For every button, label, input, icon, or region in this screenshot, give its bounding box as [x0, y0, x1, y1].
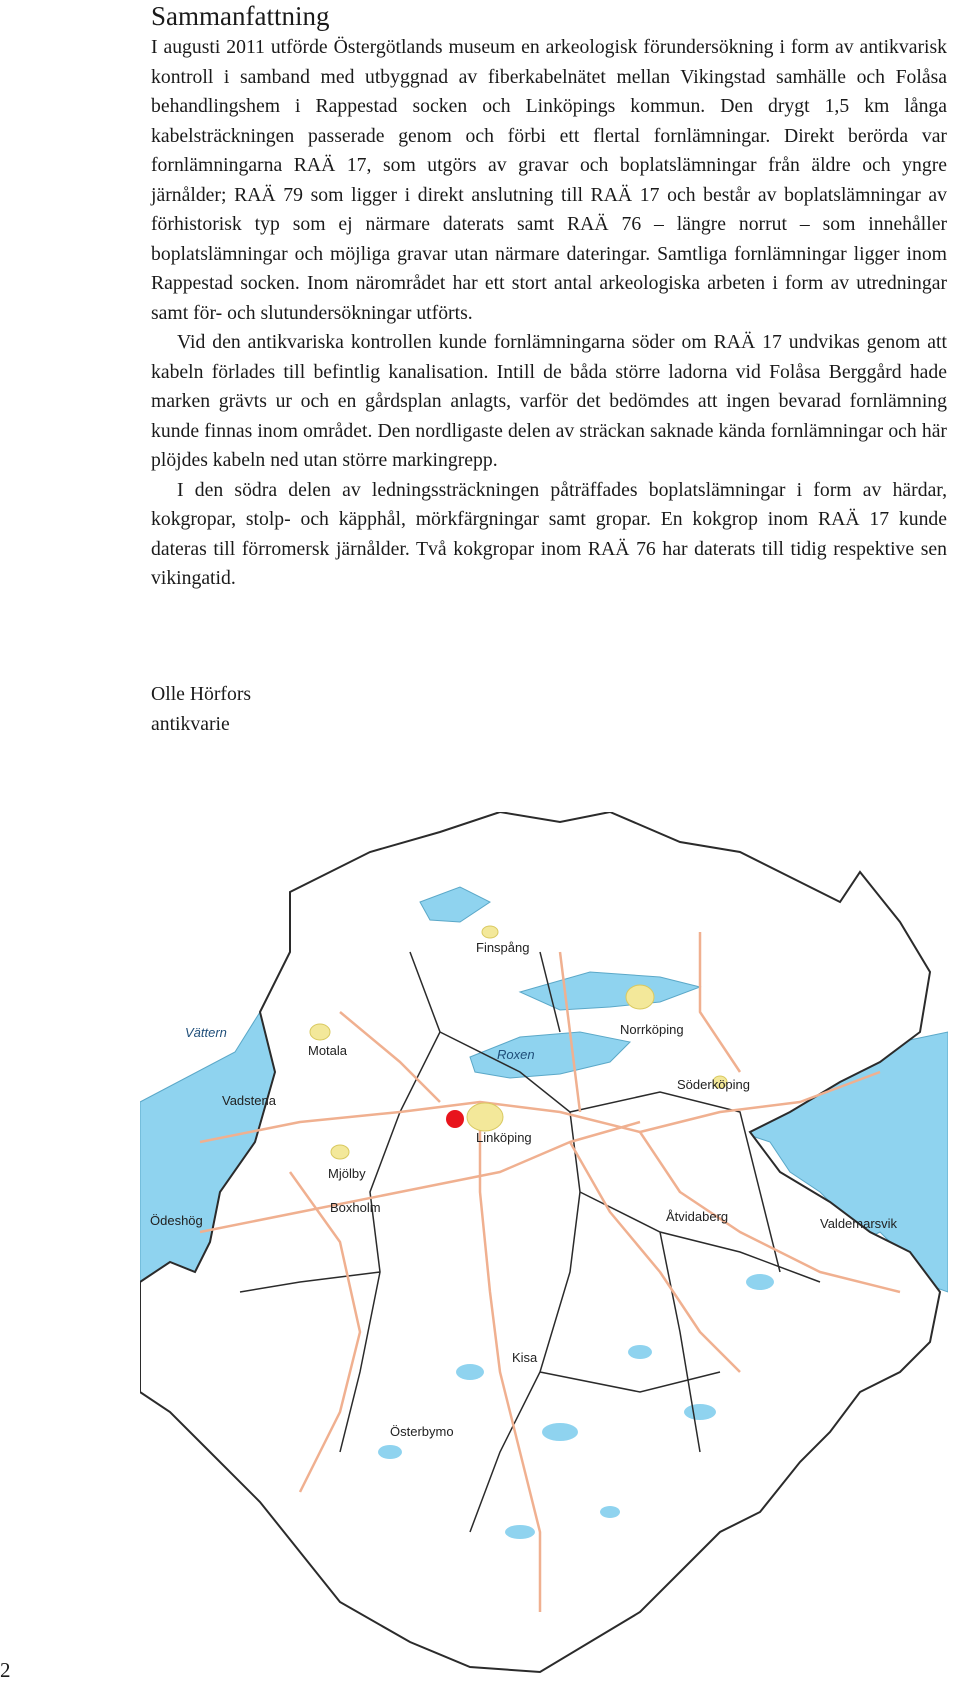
label-valdemarsvik: Valdemarsvik [820, 1216, 898, 1231]
label-norrkoping: Norrköping [620, 1022, 684, 1037]
site-marker [446, 1110, 464, 1128]
urban-mjolby [331, 1145, 349, 1159]
signature-role: antikvarie [151, 713, 230, 735]
label-kisa: Kisa [512, 1350, 538, 1365]
lake-south-8 [600, 1506, 620, 1518]
page-title: Sammanfattning [151, 1, 330, 31]
urban-motala [310, 1024, 330, 1040]
label-motala: Motala [308, 1043, 348, 1058]
label-soderkoping: Söderköping [677, 1077, 750, 1092]
urban-linkoping [467, 1103, 503, 1131]
lake-south-5 [378, 1445, 402, 1459]
lake-south-7 [505, 1525, 535, 1539]
lake-south-4 [684, 1404, 716, 1420]
summary-paragraph-1: I augusti 2011 utförde Östergötlands museum en arkeologisk förundersökning i form av antikvarisk kontroll i samband med utbyggnad av fiberkabelnätet mellan Vikingstad samhälle och Folåsa behandlingshem i Rappestad socken och Linköpings kommun. Den drygt 1,5 km långa kabelsträckningen passerade genom och förbi ett flertal fornlämningar. Direkt berörda var fornlämningarna RAÄ 17, som utgörs av gravar och boplatslämningar från äldre och yngre järnålder; RAÄ 79 som ligger i direkt anslutning till RAÄ 17 och består av boplatslämningar av förhistorisk typ som ej närmare daterats samt RAÄ 76 – längre norrut – som innehåller boplatslämningar och möjliga gravar utan närmare dateringar. Samtliga fornlämningar ligger inom Rappestad socken. Inom närområdet har ett stort antal arkeologiska arbeten i form av utredningar samt för- och slutundersökningar utförts. [151, 36, 947, 324]
signature-name: Olle Hörfors [151, 683, 252, 705]
region-map-svg [140, 812, 948, 1680]
summary-paragraph-3: I den södra delen av ledningssträckningen påträffades boplatslämningar i form av härdar, kokgropar, stolp- och käpphål, mörkfärgningar samt gropar. En kokgrop inom RAÄ 17 kunde dateras till förromersk järnålder. Två kokgropar inom RAÄ 76 har daterats till tidig respektive sen vikingatid. [151, 478, 947, 589]
lake-south-2 [542, 1423, 578, 1441]
label-osterbymo: Österbymo [390, 1424, 454, 1439]
page-number: 2 [0, 1658, 11, 1682]
urban-norrkoping [626, 985, 654, 1009]
label-mjolby: Mjölby [328, 1166, 366, 1181]
label-vattern: Vättern [185, 1025, 227, 1040]
summary-paragraph-2: Vid den antikvariska kontrollen kunde fornlämningarna söder om RAÄ 17 undvikas genom att kabeln förlades till befintlig kanalisation. Intill de båda större ladorna vid Folåsa Berggård hade marken grävts ur och en gårdsplan anlagts, varför det bedömdes att ingen bevarad fornlämning kunde finnas inom området. Den nordligaste delen av sträckan saknade kända fornlämningar och här plöjdes kabeln ned utan större markingrepp. [151, 331, 947, 471]
label-boxholm: Boxholm [330, 1200, 381, 1215]
region-map [140, 812, 948, 1680]
summary-body [151, 33, 947, 594]
signature-block [151, 679, 251, 739]
urban-finspang [482, 926, 498, 938]
lake-south-3 [628, 1345, 652, 1359]
label-linkoping: Linköping [476, 1130, 532, 1145]
label-finspang: Finspång [476, 940, 530, 955]
lake-south-6 [746, 1274, 774, 1290]
label-atvidaberg: Åtvidaberg [666, 1209, 729, 1224]
lake-south-1 [456, 1364, 484, 1380]
label-roxen: Roxen [497, 1047, 535, 1062]
label-odeshog: Ödeshög [150, 1213, 203, 1228]
label-vadstena: Vadstena [222, 1093, 276, 1108]
